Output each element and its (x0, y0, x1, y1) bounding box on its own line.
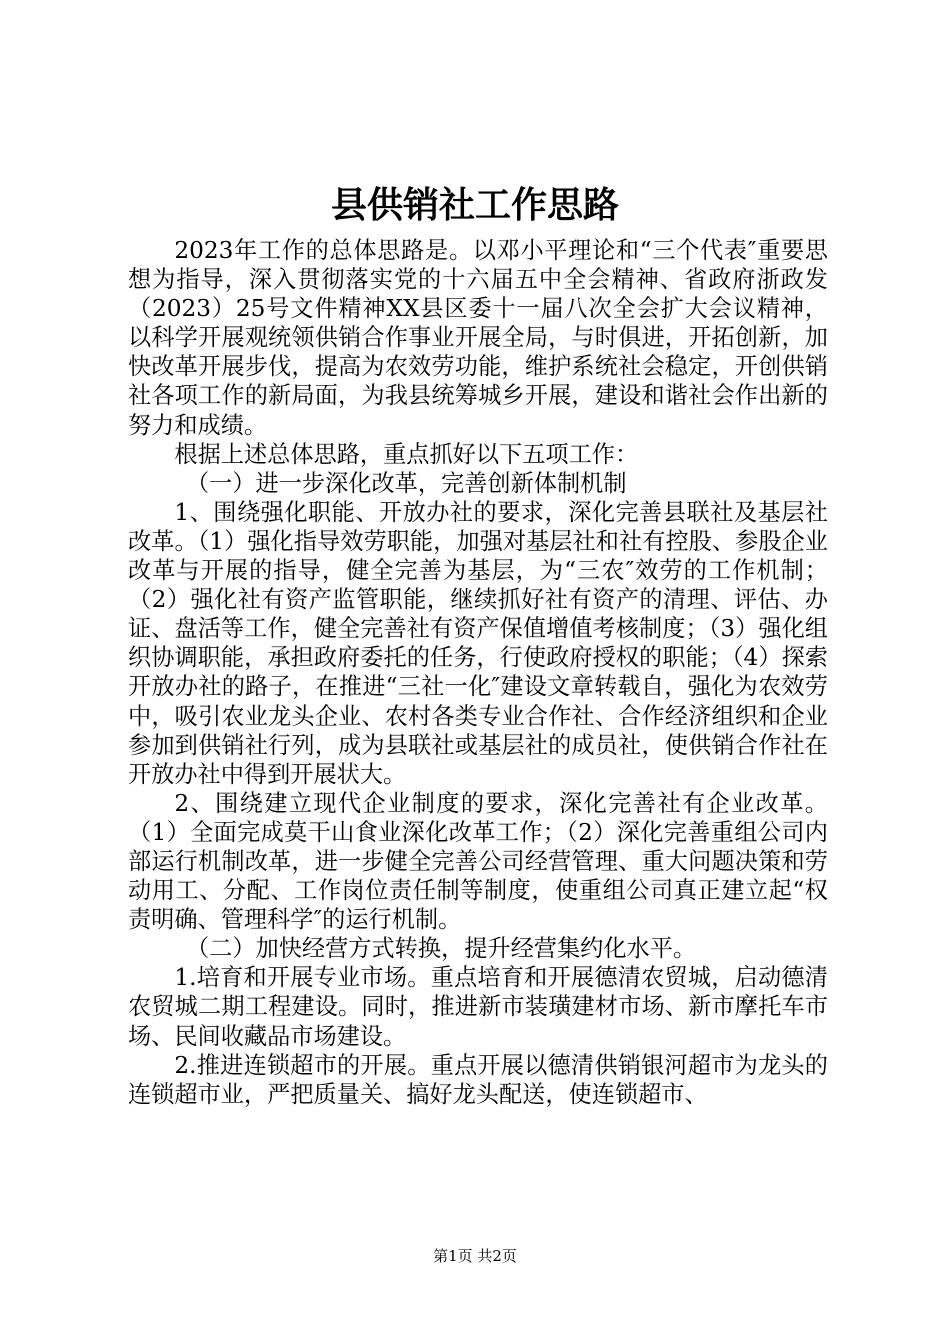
section-heading-operation-mode: （二）加快经营方式转换，提升经营集约化水平。 (186, 935, 697, 963)
document-body (128, 236, 828, 1109)
section-heading-reform: （一）进一步深化改革，完善创新体制机制 (186, 469, 627, 497)
paragraph-enterprise-reform: 2、围绕建立现代企业制度的要求，深化完善社有企业改革。（1）全面完成莫干山食业深化改革工作；（2）深化完善重组公司内部运行机制改革，进一步健全完善公司经营管理、重大问题决策和劳动用工、分配、工作岗位责任制等制度，使重组公司真正建立起“权责明确、管理科学″的运行机制。 (128, 789, 828, 934)
paragraph-chain-supermarket: 2.推进连锁超市的开展。重点开展以德清供销银河超市为龙头的连锁超市业，严把质量关、搞好龙头配送，使连锁超市、 (128, 1051, 828, 1108)
paragraph-five-tasks-intro: 根据上述总体思路，重点抓好以下五项工作： (174, 440, 639, 468)
paragraph-overall-idea: 2023年工作的总体思路是。以邓小平理论和“三个代表″重要思想为指导，深入贯彻落实党的十六届五中全会精神、省政府浙政发（2023）25号文件精神XX县区委十一届八次全会扩大会议精神，以科学开展观统领供销合作事业开展全局，与时俱进，开拓创新，加快改革开展步伐，提高为农效劳功能，维护系统社会稳定，开创供销社各项工作的新局面，为我县统筹城乡开展，建设和谐社会作出新的努力和成绩。 (128, 237, 828, 439)
document-title: 县供销社工作思路 (330, 184, 619, 226)
page-indicator: 第1页 共2页 (433, 1247, 517, 1265)
paragraph-county-cooperative-reform: 1、围绕强化职能、开放办社的要求，深化完善县联社及基层社改革。（1）强化指导效劳职能，加强对基层社和社有控股、参股企业改革与开展的指导，健全完善为基层，为“三农″效劳的工作机制；（2）强化社有资产监管职能，继续抓好社有资产的清理、评估、办证、盘活等工作，健全完善社有资产保值增值考核制度；（3）强化组织协调职能，承担政府委托的任务，行使政府授权的职能；（4）探索开放办社的路子，在推进“三社一化″建设文章转载自，强化为农效劳中，吸引农业龙头企业、农村各类专业合作社、合作经济组织和企业参加到供销社行列，成为县联社或基层社的成员社，使供销合作社在开放办社中得到开展状大。 (128, 498, 828, 788)
paragraph-professional-market: 1.培育和开展专业市场。重点培育和开展德清农贸城，启动德清农贸城二期工程建设。同时，推进新市装璜建材市场、新市摩托车市场、民间收藏品市场建设。 (128, 964, 828, 1050)
